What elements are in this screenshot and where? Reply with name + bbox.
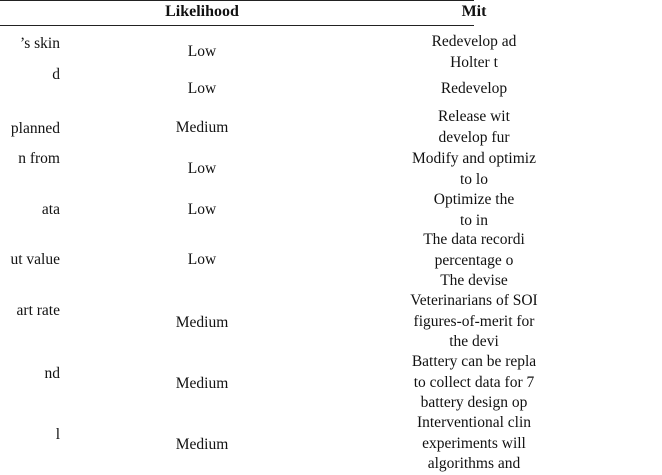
mitigation-column-header: Mit	[461, 3, 487, 20]
mitigation-text: The data recordi	[423, 231, 525, 248]
risk-cell	[11, 119, 60, 140]
risk-cell	[11, 250, 61, 271]
mitigation-cell	[286, 79, 662, 100]
mitigation-text: Holter t	[450, 53, 498, 71]
mitigation-text: Redevelop	[440, 80, 508, 97]
mitigation-cell	[286, 32, 662, 73]
mitigation-text: battery design op	[420, 394, 528, 411]
mitigation-text: Interventional clin	[416, 414, 532, 431]
mitigation-text: percentage o	[434, 251, 514, 269]
mitigation-text: Battery can be repla	[411, 353, 537, 370]
mitigation-text: experiments will	[422, 434, 526, 452]
risk-text: ata	[41, 201, 60, 218]
risk-text: n from	[18, 150, 60, 167]
likelihood-cell: Medium	[175, 375, 229, 392]
mitigation-text: Redevelop ad	[431, 33, 517, 50]
risk-text: d	[52, 65, 60, 83]
mitigation-cell	[286, 107, 662, 148]
mitigation-text: develop fur	[438, 128, 510, 146]
risk-cell	[17, 301, 60, 322]
mitigation-text: Modify and optimiz	[412, 150, 536, 167]
mitigation-text: Veterinarians of SOI	[410, 292, 538, 309]
likelihood-column-header: Likelihood	[165, 3, 239, 20]
mitigation-cell	[286, 190, 662, 231]
mitigation-text: the devi	[449, 333, 499, 350]
mitigation-text: to collect data for 7	[413, 373, 535, 391]
mitigation-cell	[286, 352, 662, 414]
likelihood-cell: Medium	[175, 314, 229, 331]
likelihood-cell: Low	[187, 160, 217, 177]
mitigation-cell	[286, 291, 662, 353]
mitigation-text: to lo	[460, 170, 488, 188]
risk-text: ut value	[10, 251, 60, 268]
mitigation-cell	[286, 230, 662, 292]
risk-text: ’s skin	[19, 35, 60, 52]
risk-cell	[18, 149, 60, 170]
risk-cell	[20, 32, 60, 85]
likelihood-cell: Medium	[175, 119, 229, 136]
risk-cell	[56, 425, 60, 446]
mitigation-cell	[286, 413, 662, 475]
risk-text: art rate	[16, 302, 60, 319]
mitigation-text: figures-of-merit for	[413, 312, 535, 330]
likelihood-cell: Medium	[175, 436, 229, 453]
risk-text: l	[55, 426, 60, 443]
mitigation-text: algorithms and	[427, 455, 521, 472]
likelihood-cell: Low	[187, 80, 217, 97]
likelihood-cell: Low	[187, 43, 217, 60]
risk-cell	[45, 364, 61, 385]
mitigation-text: to in	[460, 211, 488, 229]
mitigation-text: Optimize the	[433, 191, 515, 208]
risk-cell	[42, 200, 60, 221]
likelihood-cell: Low	[187, 201, 217, 218]
mitigation-text: The devise	[440, 272, 508, 289]
risk-text: nd	[44, 365, 60, 382]
likelihood-cell: Low	[187, 251, 217, 268]
mitigation-cell	[286, 149, 662, 190]
header-bottom-rule	[0, 25, 474, 26]
mitigation-text: Release wit	[438, 108, 510, 125]
risk-text: planned	[10, 120, 60, 137]
